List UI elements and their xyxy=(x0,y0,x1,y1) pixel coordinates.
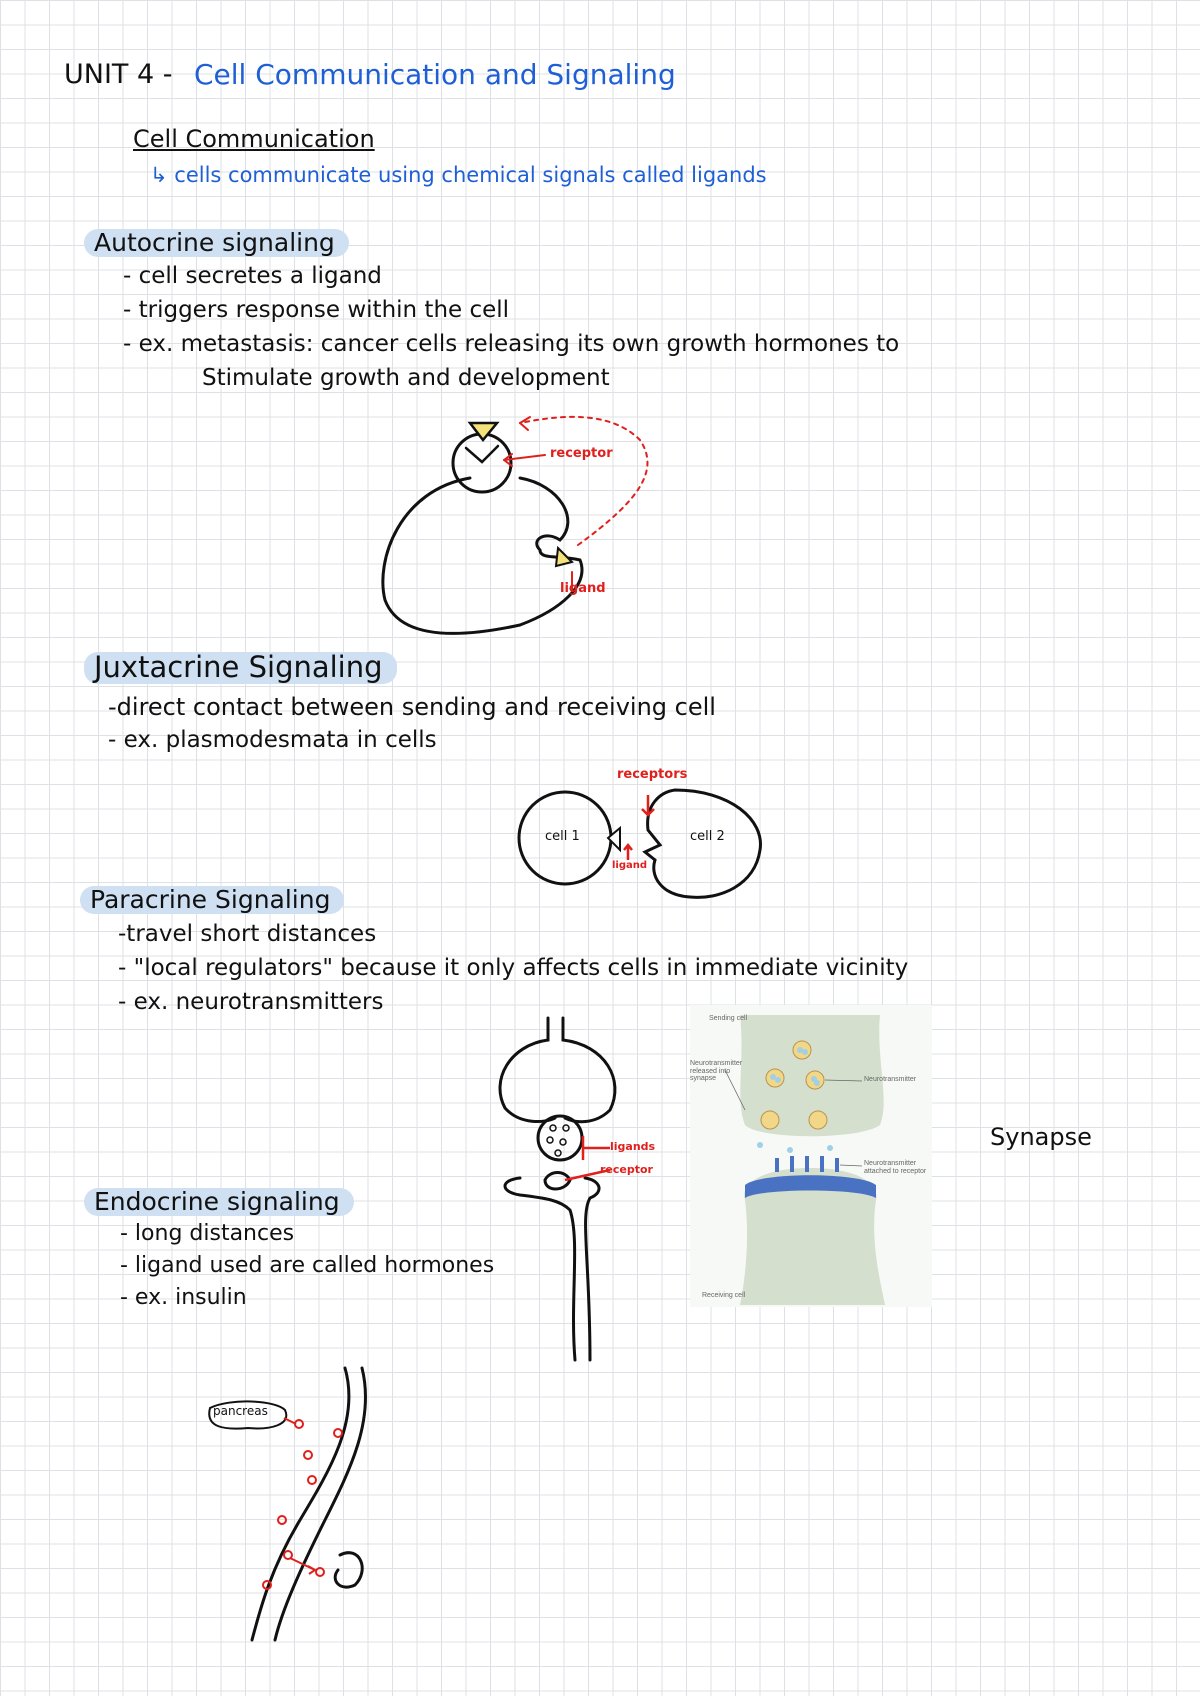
figure-label-released: Neurotransmitter released into synapse xyxy=(690,1060,743,1083)
juxtacrine-label-ligand: ligand xyxy=(612,860,648,871)
figure-label-sending-cell: Sending cell xyxy=(709,1015,748,1022)
figure-label-receiving-cell: Receiving cell xyxy=(702,1292,746,1299)
section-heading-cell-communication: Cell Communication xyxy=(133,125,375,153)
synapse-note: Synapse xyxy=(990,1123,1092,1151)
intro-note: ↳ cells communicate using chemical signals called ligands xyxy=(150,163,767,187)
autocrine-arrows xyxy=(504,417,647,590)
section-heading-endocrine: Endocrine signaling xyxy=(84,1188,354,1216)
juxtacrine-label-cell2: cell 2 xyxy=(690,829,725,844)
endocrine-label-pancreas: pancreas xyxy=(213,1404,268,1418)
figure-label-attached: Neurotransmitter attached to receptor xyxy=(864,1160,927,1175)
paracrine-point-3: - ex. neurotransmitters xyxy=(118,989,384,1015)
endocrine-point-2: - ligand used are called hormones xyxy=(120,1253,495,1278)
neuron-diagram xyxy=(500,1018,615,1360)
autocrine-point-2: - triggers response within the cell xyxy=(123,297,510,323)
juxtacrine-label-cell1: cell 1 xyxy=(545,829,580,844)
unit-label: UNIT 4 - xyxy=(64,59,173,90)
paracrine-point-2: - "local regulators" because it only affects cells in immediate vicinity xyxy=(118,955,909,981)
paracrine-label-receptor: receptor xyxy=(600,1163,653,1176)
synapse-figure xyxy=(690,1005,932,1307)
autocrine-point-3: - ex. metastasis: cancer cells releasing its own growth hormones to xyxy=(123,331,900,357)
page-title: Cell Communication and Signaling xyxy=(194,58,676,91)
autocrine-label-receptor: receptor xyxy=(550,446,613,461)
section-heading-paracrine: Paracrine Signaling xyxy=(80,886,344,914)
juxtacrine-point-2: - ex. plasmodesmata in cells xyxy=(108,727,437,753)
juxtacrine-label-receptors: receptors xyxy=(617,767,688,782)
autocrine-label-ligand: ligand xyxy=(560,581,606,596)
paracrine-point-1: -travel short distances xyxy=(118,921,377,947)
autocrine-point-1: - cell secretes a ligand xyxy=(123,263,382,289)
juxtacrine-point-1: -direct contact between sending and receiving cell xyxy=(108,693,716,721)
neuron-vesicles xyxy=(547,1125,569,1156)
section-heading-juxtacrine: Juxtacrine Signaling xyxy=(84,652,397,684)
section-heading-autocrine: Autocrine signaling xyxy=(84,229,349,257)
autocrine-point-4: Stimulate growth and development xyxy=(202,365,610,391)
hormone-ligands xyxy=(263,1418,342,1589)
endocrine-point-1: - long distances xyxy=(120,1221,295,1246)
paracrine-label-ligands: ligands xyxy=(610,1140,656,1153)
endocrine-point-3: - ex. insulin xyxy=(120,1285,247,1310)
autocrine-diagram xyxy=(383,434,582,633)
figure-label-neurotransmitter: Neurotransmitter xyxy=(864,1076,917,1083)
